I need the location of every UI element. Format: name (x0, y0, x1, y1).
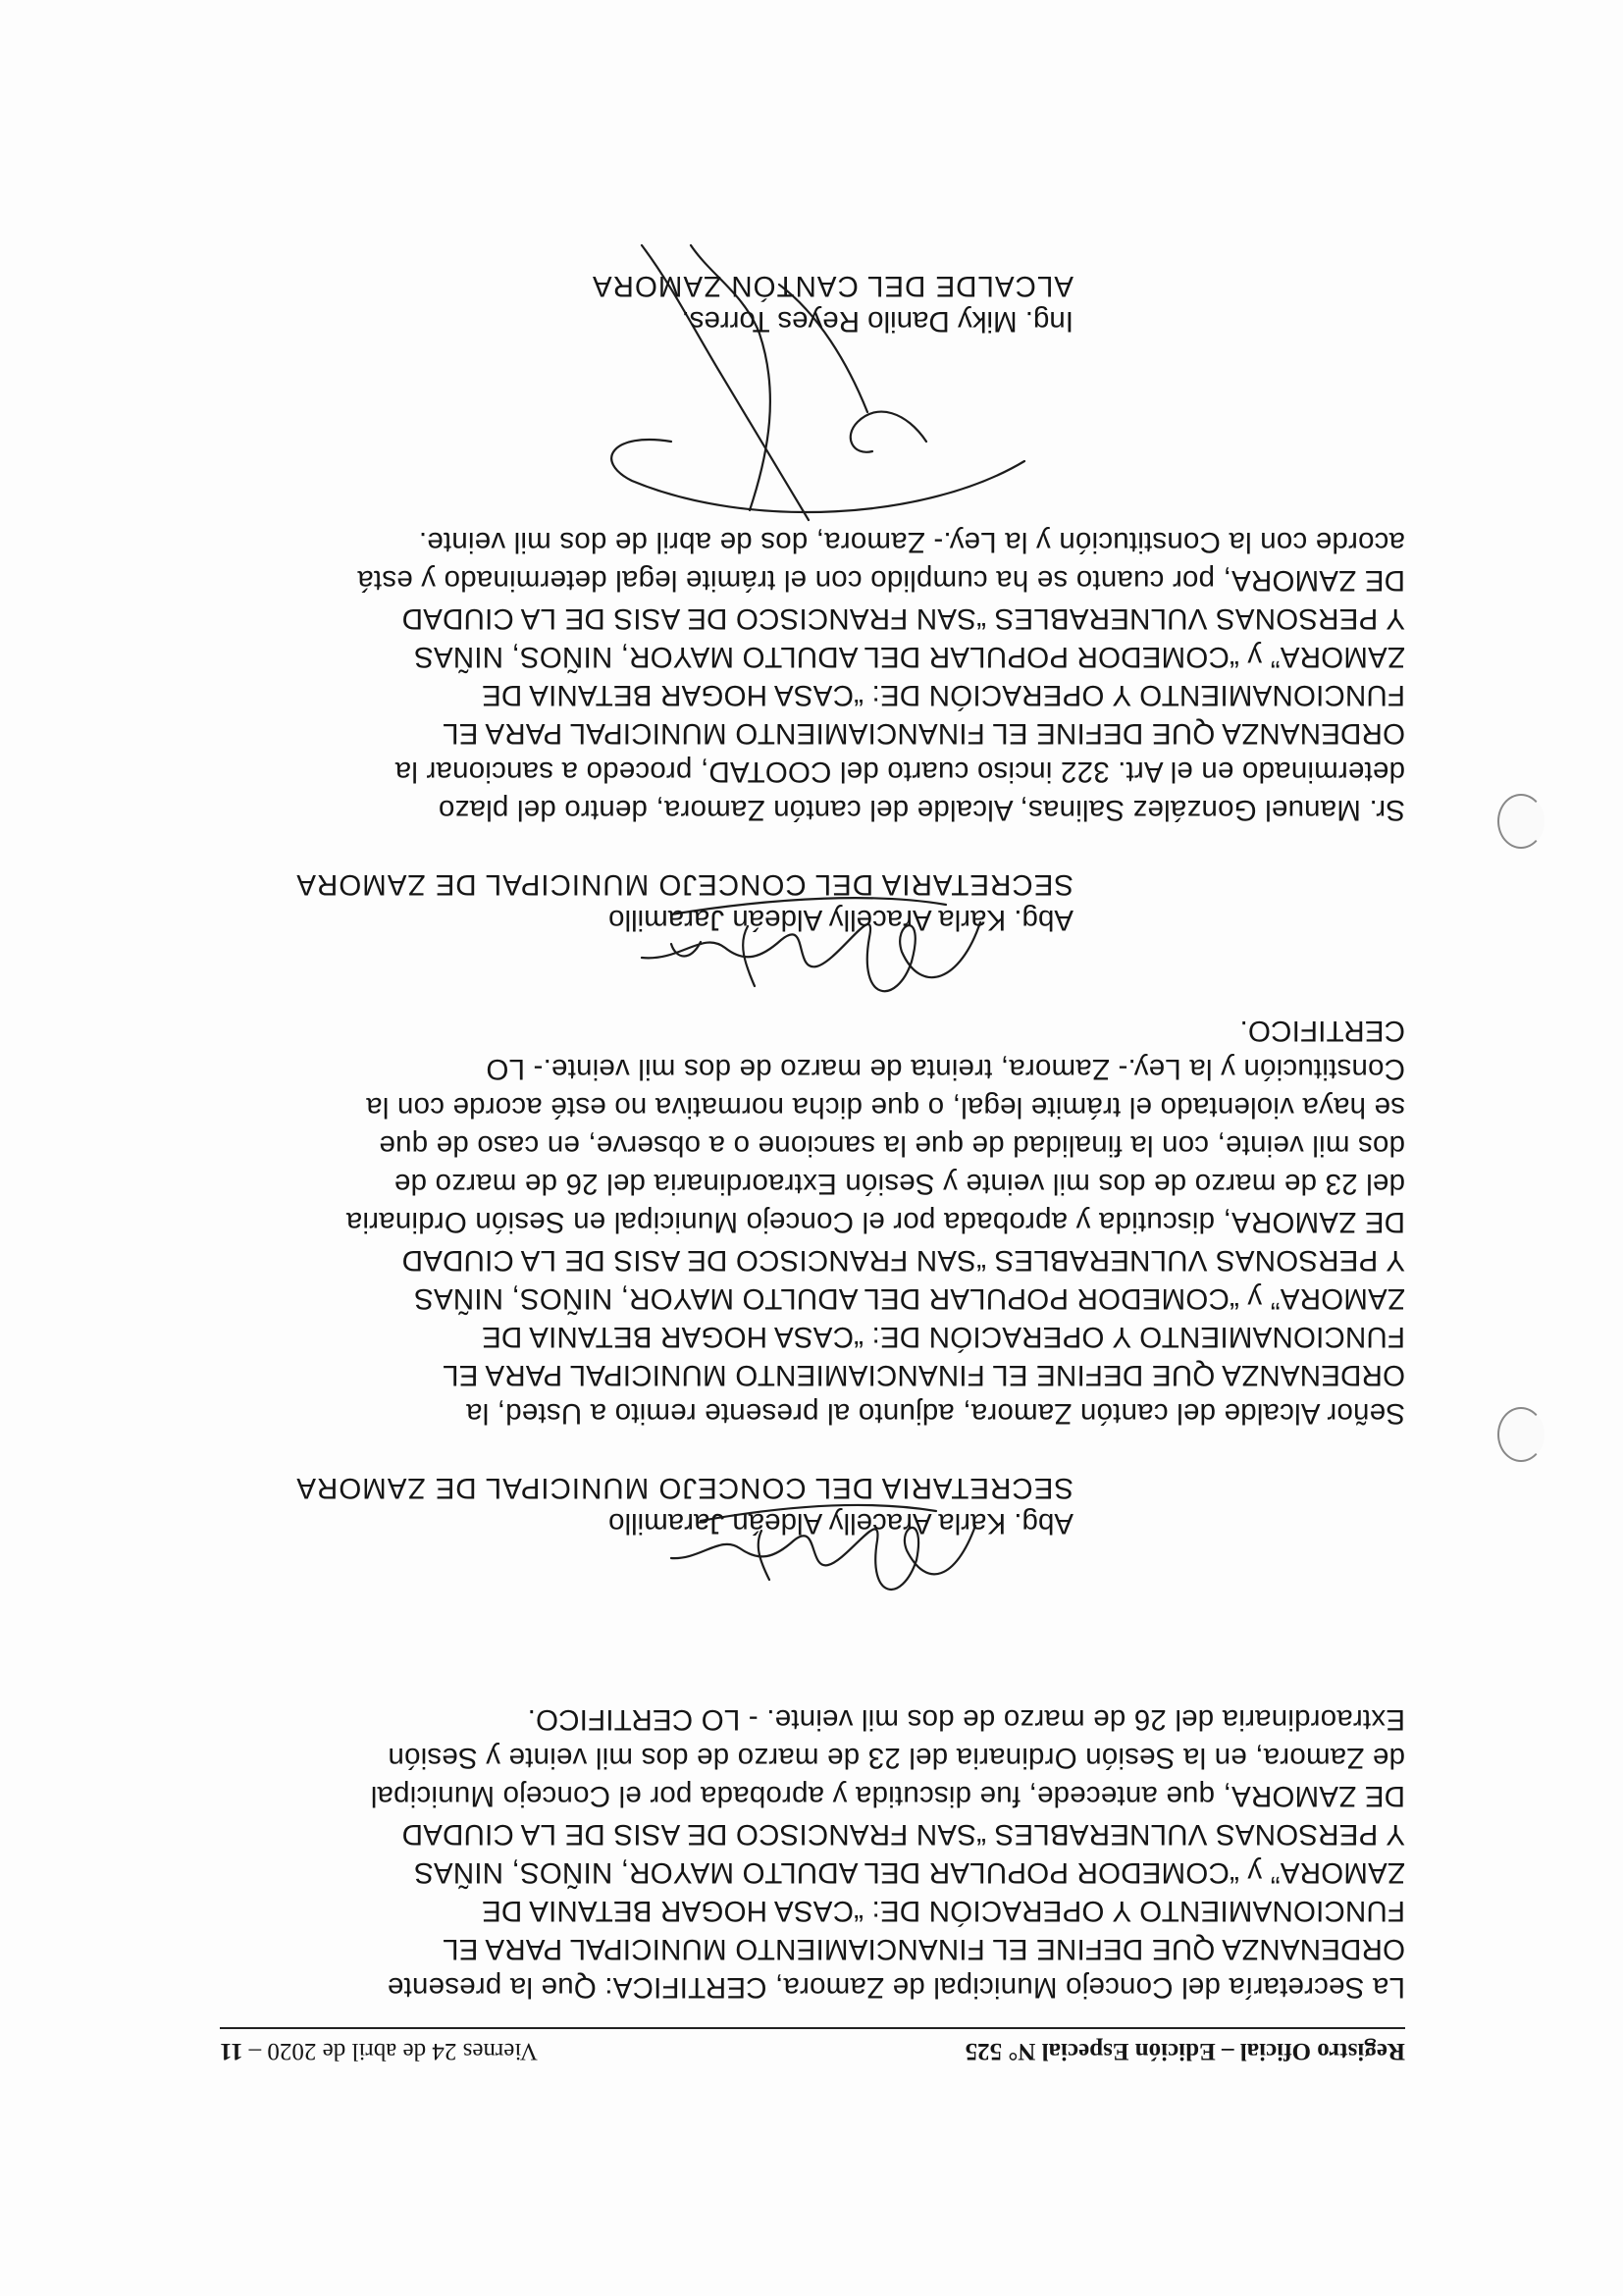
publication-title: Registro Oficial – Edición Especial N° 525 (965, 2038, 1405, 2064)
paragraph-text (220, 1012, 1405, 1433)
signer-name: Abg. Karla Aracelly Aldeán Jaramillo (608, 904, 1073, 936)
text-line: DE ZAMORA, por cuanto se ha cumplido con el trámite legal determinado y está (357, 564, 1405, 597)
issue-date: Viernes 24 de abril de 2020 – (248, 2038, 538, 2064)
text-line: determinado en el Art. 322 inciso cuarto del COOTAD, procedo a sancionar la (394, 756, 1405, 788)
text-line: dos mil veinte, con la finalidad de que la sancione o a observe, en caso de que (379, 1129, 1405, 1162)
signer-title: ALCALDE DEL CANTÓN ZAMORA (591, 270, 1073, 302)
sanction-paragraph (220, 523, 1405, 829)
page-header (220, 2037, 1405, 2064)
date-and-page (220, 2037, 538, 2064)
text-line: FUNCIONAMIENTO Y OPERACIÓN DE: “CASA HOGAR BETANIA DE (481, 1895, 1405, 1927)
text-line: del 23 de marzo de dos mil veinte y Sesión Extraordinaria del 26 de marzo de (393, 1168, 1405, 1200)
text-line: Constitución y la Ley.- Zamora, treinta de marzo de dos mil veinte.- LO (486, 1053, 1405, 1085)
text-line: DE ZAMORA, discutida y aprobada por el Concejo Municipal en Sesión Ordinaria (345, 1206, 1405, 1238)
signer-name: Ing. Miky Danilo Reyes Torres. (681, 305, 1073, 338)
signer-title: SECRETARIA DEL CONCEJO MUNICIPAL DE ZAMORA (295, 868, 1073, 901)
text-line: FUNCIONAMIENTO Y OPERACIÓN DE: “CASA HOGAR BETANIA DE (481, 679, 1405, 711)
text-line: ZAMORA” y “COMEDOR POPULAR DEL ADULTO MAYOR, NIÑOS, NIÑAS (413, 1856, 1405, 1889)
text-line: se haya violentado el trámite legal, o que dicha normativa no esté acorde con la (366, 1091, 1405, 1123)
binder-hole (1497, 1407, 1544, 1462)
mayor-signature (573, 186, 1044, 540)
text-line: Y PERSONAS VULNERABLES “SAN FRANCISCO DE ASIS DE LA CIUDAD (401, 1244, 1405, 1277)
text-line: CERTIFICO. (1239, 1015, 1405, 1047)
text-line: de Zamora, en la Sesión Ordinaria del 23 de marzo de dos mil veinte y Sesión (388, 1742, 1405, 1774)
header-rule (220, 2027, 1405, 2029)
text-line: Y PERSONAS VULNERABLES “SAN FRANCISCO DE ASIS DE LA CIUDAD (401, 1818, 1405, 1851)
text-line: DE ZAMORA, que antecede, fue discutida y aprobada por el Concejo Municipal (370, 1780, 1405, 1812)
text-line: Y PERSONAS VULNERABLES “SAN FRANCISCO DE ASIS DE LA CIUDAD (401, 602, 1405, 635)
text-line: Extraordinaria del 26 de marzo de dos mil veinte. - LO CERTIFICO. (527, 1703, 1405, 1736)
remittance-paragraph (220, 1012, 1405, 1433)
text-line: ZAMORA” y “COMEDOR POPULAR DEL ADULTO MAYOR, NIÑOS, NIÑAS (413, 641, 1405, 673)
text-line: ORDENANZA QUE DEFINE EL FINANCIAMIENTO MUNICIPAL PARA EL (442, 1933, 1405, 1965)
certification-paragraph-1 (220, 1700, 1405, 2007)
signature-block-2 (295, 866, 1073, 937)
text-line: Señor Alcalde del cantón Zamora, adjunto al presente remito a Usted, la (465, 1397, 1405, 1430)
signer-name: Abg. Karla Aracelly Aldeán Jaramillo (608, 1507, 1073, 1539)
signature-block-1 (295, 1470, 1073, 1540)
text-line: Sr. Manuel González Salinas, Alcalde del cantón Zamora, dentro del plazo (438, 794, 1405, 826)
text-line: La Secretaría del Concejo Municipal de Zamora, CERTIFICA: Que la presente (387, 1971, 1405, 2004)
text-line: ORDENANZA QUE DEFINE EL FINANCIAMIENTO MUNICIPAL PARA EL (442, 717, 1405, 750)
text-line: ORDENANZA QUE DEFINE EL FINANCIAMIENTO MUNICIPAL PARA EL (442, 1359, 1405, 1391)
signer-title: SECRETARIA DEL CONCEJO MUNICIPAL DE ZAMORA (295, 1472, 1073, 1504)
text-line: acorde con la Constitución y la Ley.- Zamora, dos de abril de dos mil veinte. (418, 526, 1405, 558)
binder-hole (1497, 794, 1544, 849)
paragraph-text (220, 1700, 1405, 2007)
paragraph-text (220, 523, 1405, 829)
text-line: FUNCIONAMIENTO Y OPERACIÓN DE: “CASA HOGAR BETANIA DE (481, 1321, 1405, 1353)
page-number: 11 (220, 2038, 243, 2064)
signature-block-3 (592, 268, 1073, 339)
text-line: ZAMORA” y “COMEDOR POPULAR DEL ADULTO MAYOR, NIÑOS, NIÑAS (413, 1282, 1405, 1315)
